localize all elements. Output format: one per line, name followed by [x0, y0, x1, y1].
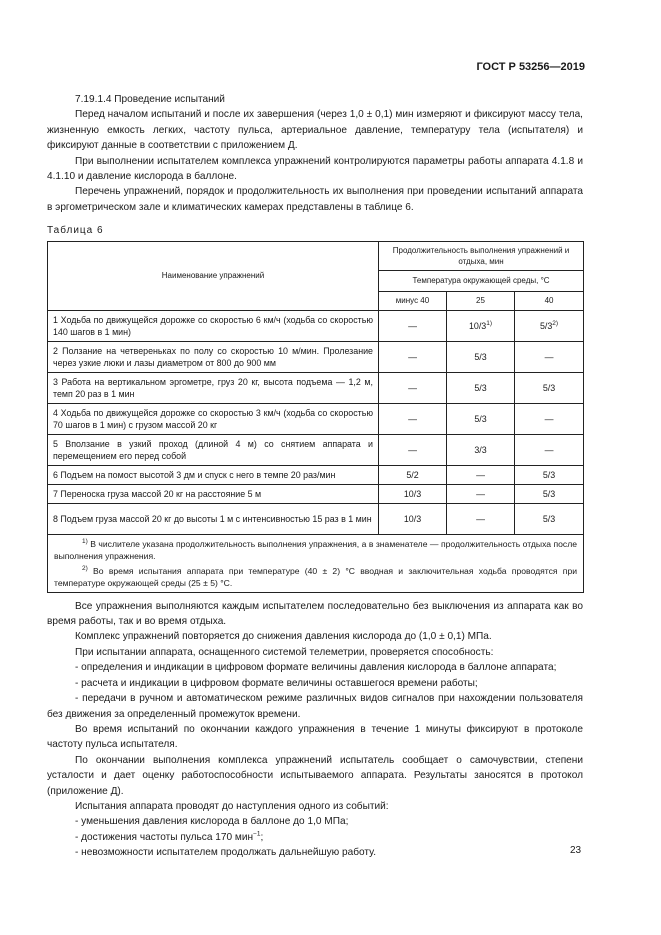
paragraph: Перечень упражнений, порядок и продолжительность их выполнения при проведении испытаний аппарата в эргометрическом зале и климатических камерах представлены в таблице 6. — [47, 186, 583, 213]
column-header-temp-minus40: минус 40 — [379, 291, 447, 310]
footnote-ref: 1) — [486, 319, 493, 327]
exercise-name: 1 Ходьба по движущейся дорожке со скоростью 6 км/ч (ходьба со скоростью 140 шагов в 1 мин) — [48, 310, 379, 341]
exercise-name: 3 Работа на вертикальном эргометре, груз 20 кг, высота подъема — 1,2 м, темп 20 раз в 1 мин — [48, 372, 379, 403]
duration-text: — — [476, 488, 485, 499]
table-footnotes-row — [48, 534, 584, 592]
duration-value — [447, 310, 515, 341]
column-header-temp-25: 25 — [447, 291, 515, 310]
table-footnotes — [48, 534, 584, 592]
duration-value — [379, 372, 447, 403]
list-item: - невозможности испытателем продолжать дальнейшую работу. — [75, 847, 377, 859]
duration-value — [515, 503, 584, 534]
table-caption: Таблица 6 — [47, 225, 104, 237]
duration-text: 5/3 — [542, 513, 556, 524]
duration-text: 10/3 — [403, 488, 422, 499]
list-item: - определения и индикации в цифровом формате величины давления кислорода в баллоне аппарата; — [75, 662, 557, 674]
duration-text: 3/3 — [474, 444, 487, 455]
duration-text: 5/3 — [474, 382, 487, 393]
duration-value — [447, 372, 515, 403]
column-header-temperature: Температура окружающей среды, °С — [379, 270, 584, 291]
paragraph: По окончании выполнения комплекса упражнений испытатель сообщает о самочувствии, степени усталости и дает оценку работоспособности испытываемого аппарата. Результаты заносятся в протокол (приложение Д). — [47, 754, 583, 797]
duration-text: — — [408, 320, 417, 331]
duration-value — [379, 341, 447, 372]
duration-text: 5/3 — [542, 469, 556, 480]
duration-value — [447, 434, 515, 465]
duration-value — [447, 503, 515, 534]
paragraph: Комплекс упражнений повторяется до снижения давления кислорода до (1,0 ± 0,1) МПа. — [75, 631, 492, 643]
duration-text: — — [476, 513, 485, 524]
duration-value — [515, 465, 584, 484]
paragraph: Перед началом испытаний и после их завершения (через 1,0 ± 0,1) мин измеряют и фиксируют массу тела, жизненную емкость легких, частоту пульса, артериальное давление, температуру тела (испытателя) и фиксируют данные в соответствии с приложением Д. — [47, 109, 583, 152]
table-row — [48, 465, 584, 484]
duration-value — [515, 372, 584, 403]
paragraph: При выполнении испытателем комплекса упражнений контролируются параметры работы аппарата 4.1.8 и 4.1.10 и давление кислорода в баллоне. — [47, 155, 583, 183]
duration-text: — — [544, 413, 554, 424]
footnote-ref: 2) — [552, 319, 559, 327]
duration-value — [379, 484, 447, 503]
duration-text: 5/3 — [539, 320, 553, 331]
duration-text: 5/3 — [542, 382, 556, 393]
duration-text: 10/3 — [468, 320, 487, 331]
duration-value — [515, 341, 584, 372]
duration-value — [379, 465, 447, 484]
list-item: - передачи в ручном и автоматическом режиме различных видов сигналов при нахождении пользователя без движения за определенный промежуток времени. — [47, 693, 583, 720]
duration-text: 5/3 — [542, 488, 556, 499]
list-item: - уменьшения давления кислорода в баллоне до 1,0 МПа; — [75, 816, 349, 828]
duration-text: 10/3 — [403, 513, 422, 524]
duration-value — [447, 341, 515, 372]
page-number: 23 — [570, 845, 582, 856]
table-row — [48, 484, 584, 503]
paragraph: Все упражнения выполняются каждым испытателем последовательно без выключения из аппарата как во время работы, так и во время отдыха. — [47, 600, 583, 628]
table-row — [48, 503, 584, 534]
list-item: - расчета и индикации в цифровом формате величины оставшегося времени работы; — [75, 677, 478, 689]
duration-value — [379, 503, 447, 534]
exercise-name: 8 Подъем груза массой 20 кг до высоты 1 м с интенсивностью 15 раз в 1 мин — [48, 503, 379, 534]
duration-value — [447, 465, 515, 484]
duration-text: — — [408, 444, 417, 455]
footnote-mark: 1) — [82, 537, 88, 545]
section-title: 7.19.1.4 Проведение испытаний — [75, 94, 225, 105]
table-row — [48, 434, 584, 465]
table-row — [48, 372, 584, 403]
footnote-text: В числителе указана продолжительность выполнения упражнения, а в знаменателе — продолжительность отдыха после выполнения упражнения. — [54, 538, 578, 561]
duration-text: — — [544, 444, 554, 455]
table-row — [48, 341, 584, 372]
column-header-temp-40: 40 — [515, 291, 584, 310]
list-item-text: - достижения частоты пульса 170 мин — [75, 831, 254, 843]
duration-text: 5/3 — [474, 413, 487, 424]
unit-exponent: −1 — [253, 830, 261, 838]
column-header-duration: Продолжительность выполнения упражнений и отдыха, мин — [379, 241, 584, 270]
footnote-mark: 2) — [82, 564, 88, 572]
paragraph: Во время испытаний по окончании каждого упражнения в течение 1 минуты фиксируют в протоколе частоту пульса испытателя. — [47, 723, 583, 751]
exercise-name: 4 Ходьба по движущейся дорожке со скоростью 3 км/ч (ходьба со скоростью 70 шагов в 1 мин) с грузом массой 20 кг — [48, 403, 379, 434]
duration-value — [447, 403, 515, 434]
duration-text: — — [476, 469, 485, 480]
document-header: ГОСТ Р 53256—2019 — [476, 61, 585, 73]
exercise-name: 5 Вползание в узкий проход (длиной 4 м) со снятием аппарата и перемещением его перед собой — [48, 434, 379, 465]
footnote — [54, 538, 577, 562]
exercise-name: 7 Переноска груза массой 20 кг на расстояние 5 м — [48, 484, 379, 503]
exercise-name: 6 Подъем на помост высотой 3 дм и спуск с него в темпе 20 раз/мин — [48, 465, 379, 484]
column-header-name: Наименование упражнений — [48, 241, 379, 310]
duration-text: — — [408, 351, 417, 362]
duration-value — [379, 310, 447, 341]
exercise-name: 2 Ползание на четвереньках по полу со скоростью 10 м/мин. Пролезание через узкие люки и лазы диаметром от 800 до 900 мм — [48, 341, 379, 372]
duration-text: 5/3 — [474, 351, 487, 362]
duration-text: — — [544, 351, 554, 362]
duration-value — [515, 434, 584, 465]
duration-value — [379, 403, 447, 434]
duration-value — [515, 310, 584, 341]
duration-text: 5/2 — [406, 469, 419, 480]
page-content — [47, 92, 583, 861]
duration-value — [379, 434, 447, 465]
footnote — [54, 565, 577, 589]
exercise-table — [47, 241, 584, 593]
paragraph: При испытании аппарата, оснащенного системой телеметрии, проверяется способность: — [75, 646, 494, 658]
duration-value — [447, 484, 515, 503]
list-item — [47, 830, 583, 845]
table-row — [48, 310, 584, 341]
footnote-text: Во время испытания аппарата при температуре (40 ± 2) °С вводная и заключительная ходьба проводятся при температуре окружающей среды (25 ± 5) °С. — [54, 565, 578, 588]
paragraph: Испытания аппарата проводят до наступления одного из событий: — [75, 800, 389, 812]
table-row — [48, 403, 584, 434]
duration-value — [515, 484, 584, 503]
duration-value — [515, 403, 584, 434]
list-item-punct: ; — [260, 831, 264, 843]
duration-text: — — [408, 413, 417, 424]
duration-text: — — [408, 382, 417, 393]
